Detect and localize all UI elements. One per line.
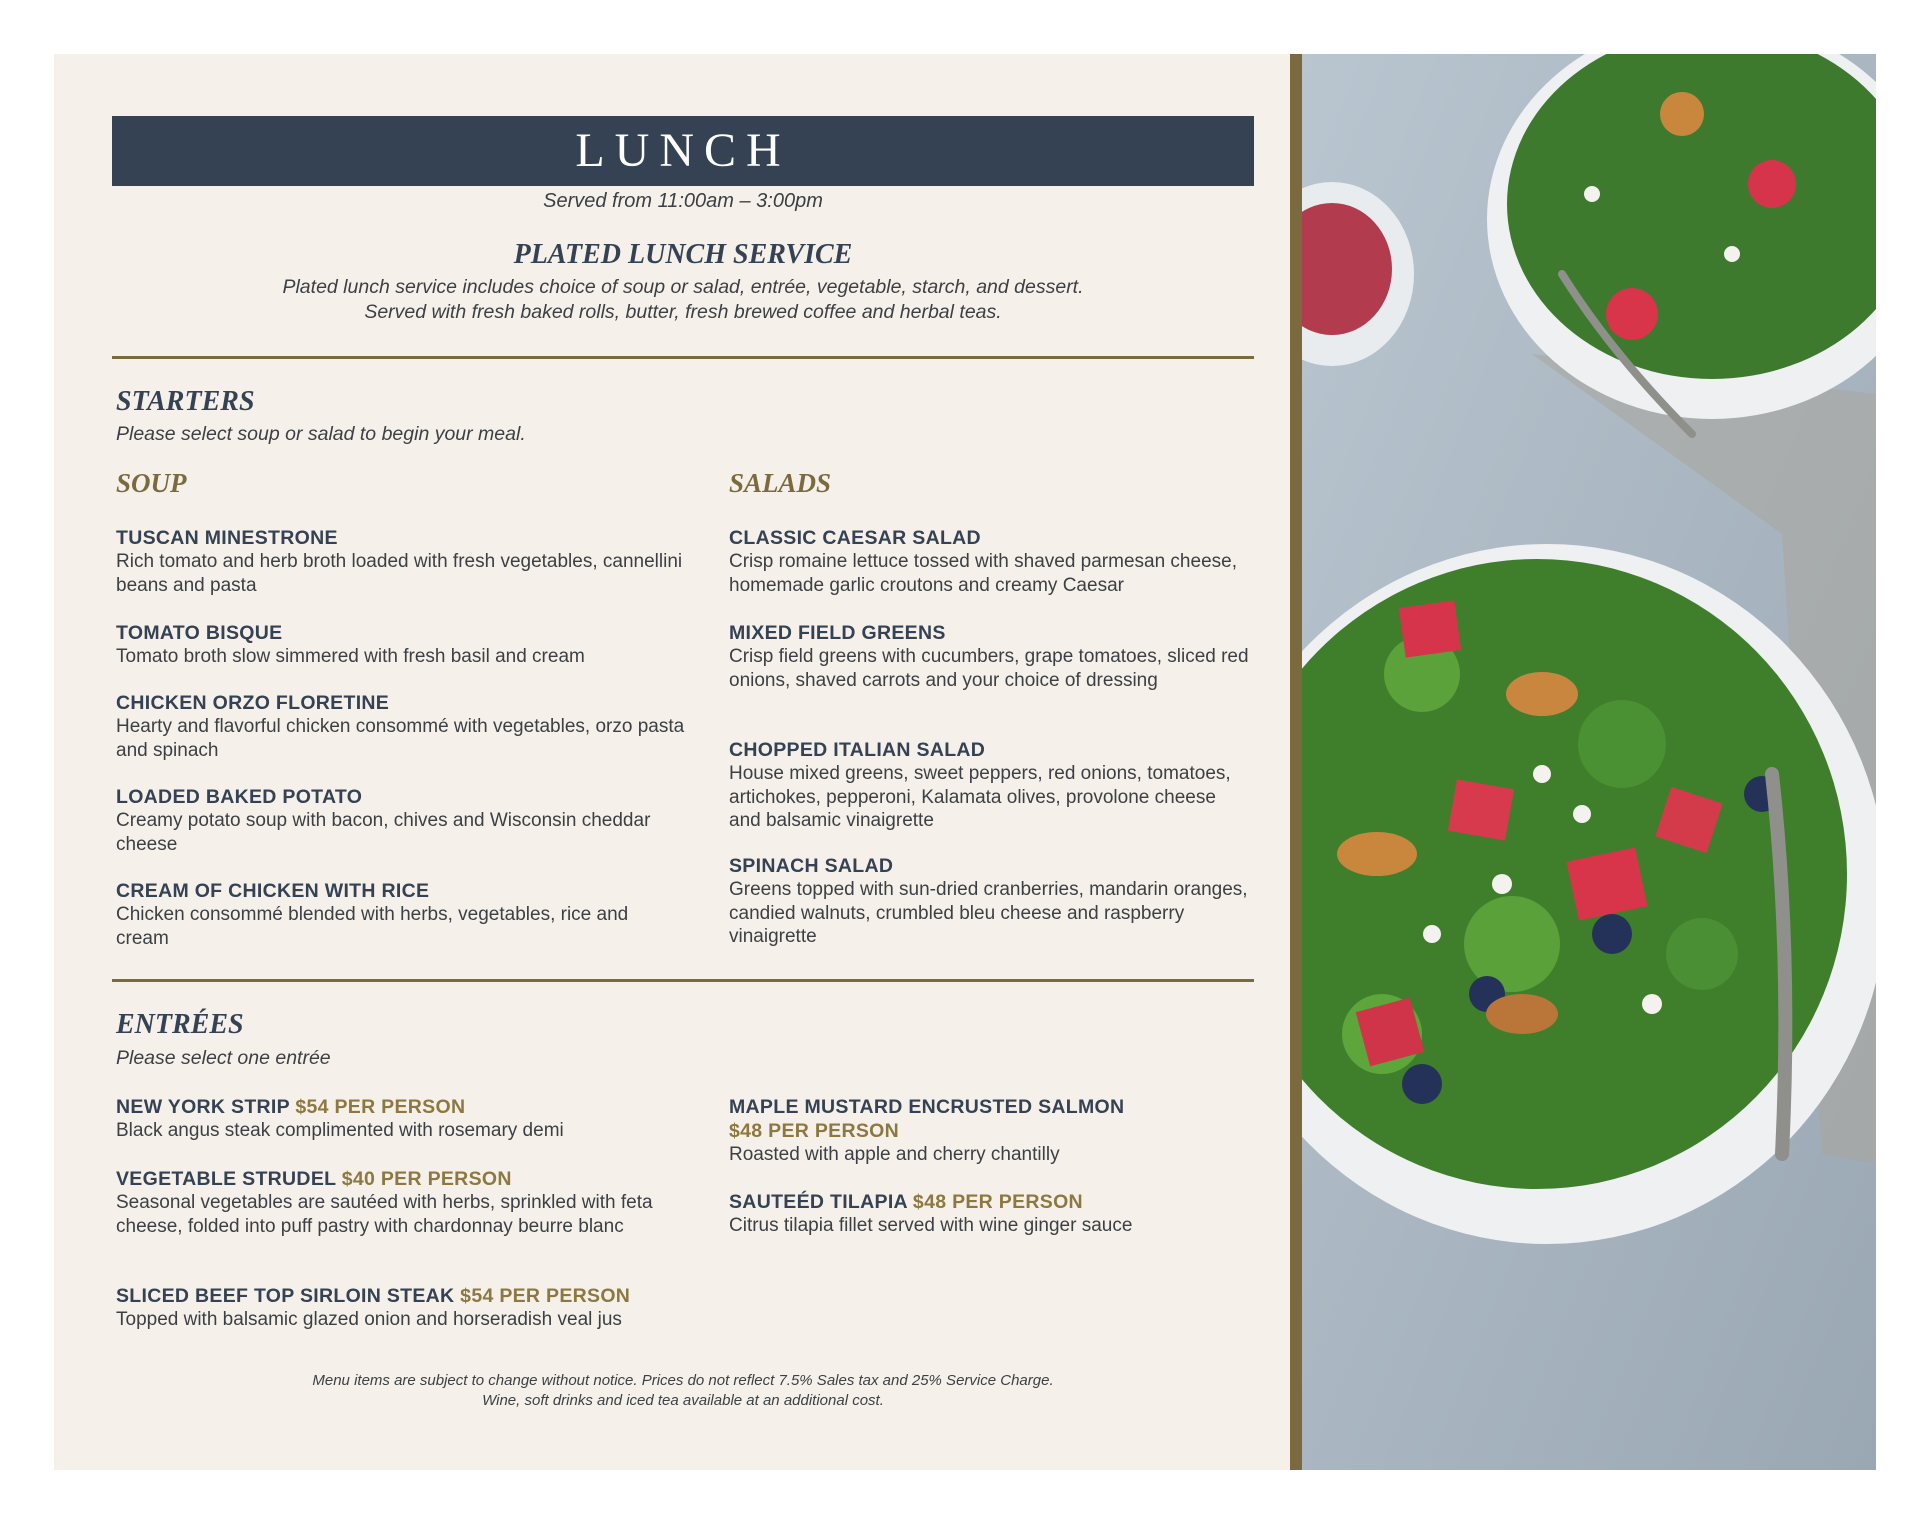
footnote-line-1: Menu items are subject to change without notice. Prices do not reflect 7.5% Sales tax and 25% Service Charge.: [312, 1372, 1054, 1389]
service-hours: Served from 11:00am – 3:00pm: [543, 190, 823, 212]
plated-service-line-1: Plated lunch service includes choice of soup or salad, entrée, vegetable, starch, and dessert.: [282, 276, 1084, 298]
footnote-line-2: Wine, soft drinks and iced tea available at an additional cost.: [482, 1392, 884, 1409]
entree-item: [729, 1190, 1269, 1238]
entree-item-price: $54 PER PERSON: [295, 1096, 466, 1118]
plated-service-line-2: Served with fresh baked rolls, butter, fresh brewed coffee and herbal teas.: [364, 301, 1002, 323]
soup-item-desc: Creamy potato soup with bacon, chives and Wisconsin cheddar cheese: [116, 810, 651, 855]
entree-item-name: VEGETABLE STRUDEL: [116, 1168, 336, 1190]
entrees-subtitle: Please select one entrée: [116, 1047, 331, 1069]
soup-item-name: LOADED BAKED POTATO: [116, 786, 363, 808]
soup-item-desc: Chicken consommé blended with herbs, vegetables, rice and cream: [116, 904, 629, 949]
entree-item: [729, 1095, 1269, 1167]
soup-item: [116, 785, 696, 856]
salad-item: [729, 854, 1249, 949]
entree-item-price: $54 PER PERSON: [460, 1285, 631, 1307]
entree-item-price: $48 PER PERSON: [912, 1191, 1083, 1213]
entree-item-desc: Black angus steak complimented with rosemary demi: [116, 1120, 564, 1141]
entree-item-name: SLICED BEEF TOP SIRLOIN STEAK: [116, 1285, 455, 1307]
entree-item-desc: Roasted with apple and cherry chantilly: [729, 1144, 1060, 1165]
soup-item: [116, 691, 696, 762]
divider-middle: [112, 979, 1254, 982]
entree-item-name: MAPLE MUSTARD ENCRUSTED SALMON: [729, 1096, 1125, 1118]
entrees-title: ENTRÉES: [116, 1009, 244, 1040]
entree-item-price: $40 PER PERSON: [341, 1168, 512, 1190]
salad-item-name: CLASSIC CAESAR SALAD: [729, 527, 981, 549]
salad-item: [729, 738, 1249, 833]
entree-item-desc: Seasonal vegetables are sautéed with herbs, sprinkled with feta cheese, folded into puff pastry with chardonnay beurre blanc: [116, 1192, 653, 1237]
soup-item-name: CREAM OF CHICKEN WITH RICE: [116, 880, 430, 902]
entree-item-desc: Topped with balsamic glazed onion and horseradish veal jus: [116, 1309, 622, 1330]
gold-divider-bar: [1290, 54, 1302, 1470]
entree-item: [116, 1167, 676, 1238]
entree-item-desc: Citrus tilapia fillet served with wine ginger sauce: [729, 1215, 1133, 1236]
salad-item-desc: House mixed greens, sweet peppers, red onions, tomatoes, artichokes, pepperoni, Kalamata olives, provolone cheese and balsamic vinaigrette: [729, 763, 1231, 831]
divider-top: [112, 356, 1254, 359]
soup-title: SOUP: [116, 468, 187, 498]
entree-item: [116, 1095, 696, 1143]
entree-item-name: NEW YORK STRIP: [116, 1096, 290, 1118]
footnote: [112, 1371, 1254, 1411]
salad-item: [729, 621, 1249, 692]
soup-item-desc: Rich tomato and herb broth loaded with fresh vegetables, cannellini beans and pasta: [116, 551, 683, 596]
salad-item: [729, 526, 1269, 597]
salad-item-name: MIXED FIELD GREENS: [729, 622, 946, 644]
salad-bowls-photo: [1302, 54, 1876, 1470]
soup-item-name: CHICKEN ORZO FLORETINE: [116, 692, 390, 714]
salad-item-desc: Greens topped with sun-dried cranberries, mandarin oranges, candied walnuts, crumbled bleu cheese and raspberry vinaigrette: [729, 879, 1248, 947]
soup-item-name: TUSCAN MINESTRONE: [116, 527, 338, 549]
starters-subtitle: Please select soup or salad to begin your meal.: [116, 423, 526, 445]
soup-item: [116, 879, 636, 950]
salad-item-desc: Crisp romaine lettuce tossed with shaved parmesan cheese, homemade garlic croutons and creamy Caesar: [729, 551, 1237, 596]
soup-item: [116, 621, 696, 669]
entree-item: [116, 1284, 736, 1332]
salad-item-name: CHOPPED ITALIAN SALAD: [729, 739, 986, 761]
salads-title: SALADS: [729, 468, 832, 498]
plated-service-description: [112, 275, 1254, 325]
plated-service-title: PLATED LUNCH SERVICE: [513, 239, 853, 270]
entree-item-name: SAUTEÉD TILAPIA: [729, 1191, 908, 1213]
starters-title: STARTERS: [116, 386, 255, 417]
menu-panel: [54, 54, 1290, 1470]
soup-item-name: TOMATO BISQUE: [116, 622, 283, 644]
page-title: LUNCH: [112, 116, 1254, 186]
salad-item-desc: Crisp field greens with cucumbers, grape tomatoes, sliced red onions, shaved carrots and your choice of dressing: [729, 646, 1249, 691]
entree-item-price: $48 PER PERSON: [729, 1120, 900, 1142]
soup-item-desc: Tomato broth slow simmered with fresh basil and cream: [116, 646, 585, 667]
soup-item: [116, 526, 696, 597]
salad-item-name: SPINACH SALAD: [729, 855, 894, 877]
soup-item-desc: Hearty and flavorful chicken consommé with vegetables, orzo pasta and spinach: [116, 716, 685, 761]
